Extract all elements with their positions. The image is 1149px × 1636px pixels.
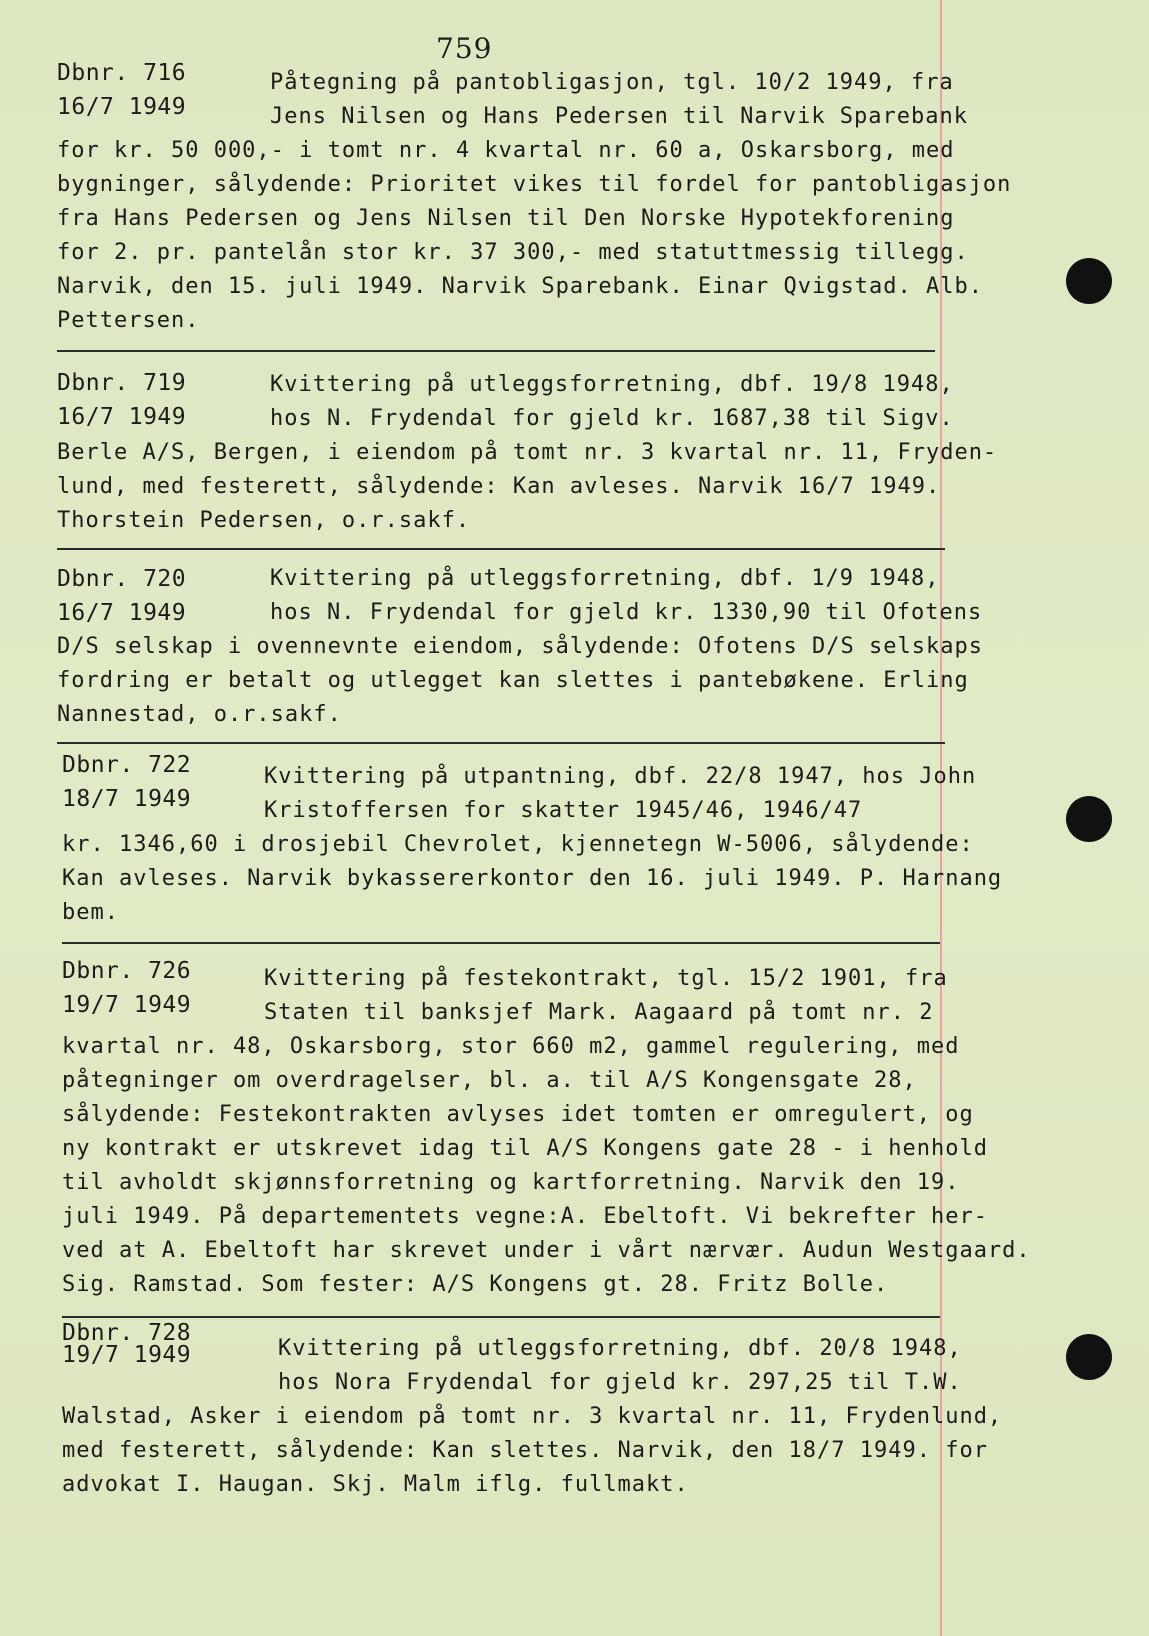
text-line: ny kontrakt er utskrevet idag til A/S Kongens gate 28 - i henhold bbox=[62, 1136, 988, 1161]
text-line: for kr. 50 000,- i tomt nr. 4 kvartal nr. 60 a, Oskarsborg, med bbox=[57, 138, 955, 163]
text-line: Kvittering på utleggsforretning, dbf. 19/8 1948, bbox=[270, 372, 954, 397]
text-line: Nannestad, o.r.sakf. bbox=[57, 702, 342, 727]
text-line: Staten til banksjef Mark. Aagaard på tomt nr. 2 bbox=[264, 1000, 934, 1025]
entry-number: Dbnr. 716 bbox=[57, 60, 187, 86]
text-line: hos N. Frydendal for gjeld kr. 1330,90 til Ofotens bbox=[270, 600, 983, 625]
text-line: Kvittering på festekontrakt, tgl. 15/2 1901, fra bbox=[264, 966, 948, 991]
text-line: hos N. Frydendal for gjeld kr. 1687,38 til Sigv. bbox=[270, 406, 954, 431]
text-line: Sig. Ramstad. Som fester: A/S Kongens gt. 28. Fritz Bolle. bbox=[62, 1272, 889, 1297]
text-line: D/S selskap i ovennevnte eiendom, sålydende: Ofotens D/S selskaps bbox=[57, 634, 983, 659]
text-line: bygninger, sålydende: Prioritet vikes til fordel for pantobligasjon bbox=[57, 172, 1012, 197]
text-line: Berle A/S, Bergen, i eiendom på tomt nr. 3 kvartal nr. 11, Fryden- bbox=[57, 440, 998, 465]
text-line: Kristoffersen for skatter 1945/46, 1946/47 bbox=[264, 798, 863, 823]
text-line: til avholdt skjønnsforretning og kartforretning. Narvik den 19. bbox=[62, 1170, 960, 1195]
punch-hole bbox=[1066, 1334, 1112, 1380]
text-line: Jens Nilsen og Hans Pedersen til Narvik Sparebank bbox=[270, 104, 969, 129]
text-line: sålydende: Festekontrakten avlyses idet tomten er omregulert, og bbox=[62, 1102, 974, 1127]
entry-date: 16/7 1949 bbox=[57, 94, 187, 120]
text-line: påtegninger om overdragelser, bl. a. til A/S Kongensgate 28, bbox=[62, 1068, 917, 1093]
punch-hole bbox=[1066, 796, 1112, 842]
text-line: Pettersen. bbox=[57, 308, 200, 333]
separator-rule bbox=[57, 548, 945, 550]
page-number: 759 bbox=[436, 32, 493, 65]
text-line: lund, med festerett, sålydende: Kan avleses. Narvik 16/7 1949. bbox=[57, 474, 941, 499]
text-line: Kvittering på utleggsforretning, dbf. 20/8 1948, bbox=[278, 1336, 962, 1361]
punch-hole bbox=[1066, 258, 1112, 304]
text-line: fra Hans Pedersen og Jens Nilsen til Den Norske Hypotekforening bbox=[57, 206, 955, 231]
entry-date: 18/7 1949 bbox=[62, 786, 192, 812]
separator-rule bbox=[62, 942, 940, 944]
text-line: juli 1949. På departementets vegne:A. Ebeltoft. Vi bekrefter her- bbox=[62, 1204, 988, 1229]
text-line: Narvik, den 15. juli 1949. Narvik Sparebank. Einar Qvigstad. Alb. bbox=[57, 274, 983, 299]
entry-number: Dbnr. 720 bbox=[57, 566, 187, 592]
text-line: fordring er betalt og utlegget kan slettes i pantebøkene. Erling bbox=[57, 668, 969, 693]
entry-date: 16/7 1949 bbox=[57, 404, 187, 430]
text-line: Kan avleses. Narvik bykassererkontor den 16. juli 1949. P. Harnang bbox=[62, 866, 1003, 891]
text-line: Kvittering på utleggsforretning, dbf. 1/9 1948, bbox=[270, 566, 940, 591]
text-line: ved at A. Ebeltoft har skrevet under i vårt nærvær. Audun Westgaard. bbox=[62, 1238, 1031, 1263]
entry-number: Dbnr. 719 bbox=[57, 370, 187, 396]
entry-date: 19/7 1949 bbox=[62, 992, 192, 1018]
entry-number: Dbnr. 722 bbox=[62, 752, 192, 778]
text-line: advokat I. Haugan. Skj. Malm iflg. fullmakt. bbox=[62, 1472, 689, 1497]
text-line: kvartal nr. 48, Oskarsborg, stor 660 m2, gammel regulering, med bbox=[62, 1034, 960, 1059]
separator-rule bbox=[62, 1316, 940, 1318]
entry-number: Dbnr. 728 bbox=[62, 1320, 192, 1346]
entry-date: 16/7 1949 bbox=[57, 600, 187, 626]
text-line: bem. bbox=[62, 900, 119, 925]
text-line: med festerett, sålydende: Kan slettes. Narvik, den 18/7 1949. for bbox=[62, 1438, 988, 1463]
separator-rule bbox=[57, 742, 945, 744]
text-line: for 2. pr. pantelån stor kr. 37 300,- med statuttmessig tillegg. bbox=[57, 240, 969, 265]
text-line: Thorstein Pedersen, o.r.sakf. bbox=[57, 508, 471, 533]
text-line: Påtegning på pantobligasjon, tgl. 10/2 1949, fra bbox=[270, 70, 954, 95]
text-line: Walstad, Asker i eiendom på tomt nr. 3 kvartal nr. 11, Frydenlund, bbox=[62, 1404, 1003, 1429]
separator-rule bbox=[57, 350, 935, 352]
text-line: hos Nora Frydendal for gjeld kr. 297,25 til T.W. bbox=[278, 1370, 962, 1395]
text-line: Kvittering på utpantning, dbf. 22/8 1947, hos John bbox=[264, 764, 977, 789]
entry-date: 19/7 1949 bbox=[62, 1342, 192, 1368]
text-line: kr. 1346,60 i drosjebil Chevrolet, kjennetegn W-5006, sålydende: bbox=[62, 832, 974, 857]
entry-number: Dbnr. 726 bbox=[62, 958, 192, 984]
